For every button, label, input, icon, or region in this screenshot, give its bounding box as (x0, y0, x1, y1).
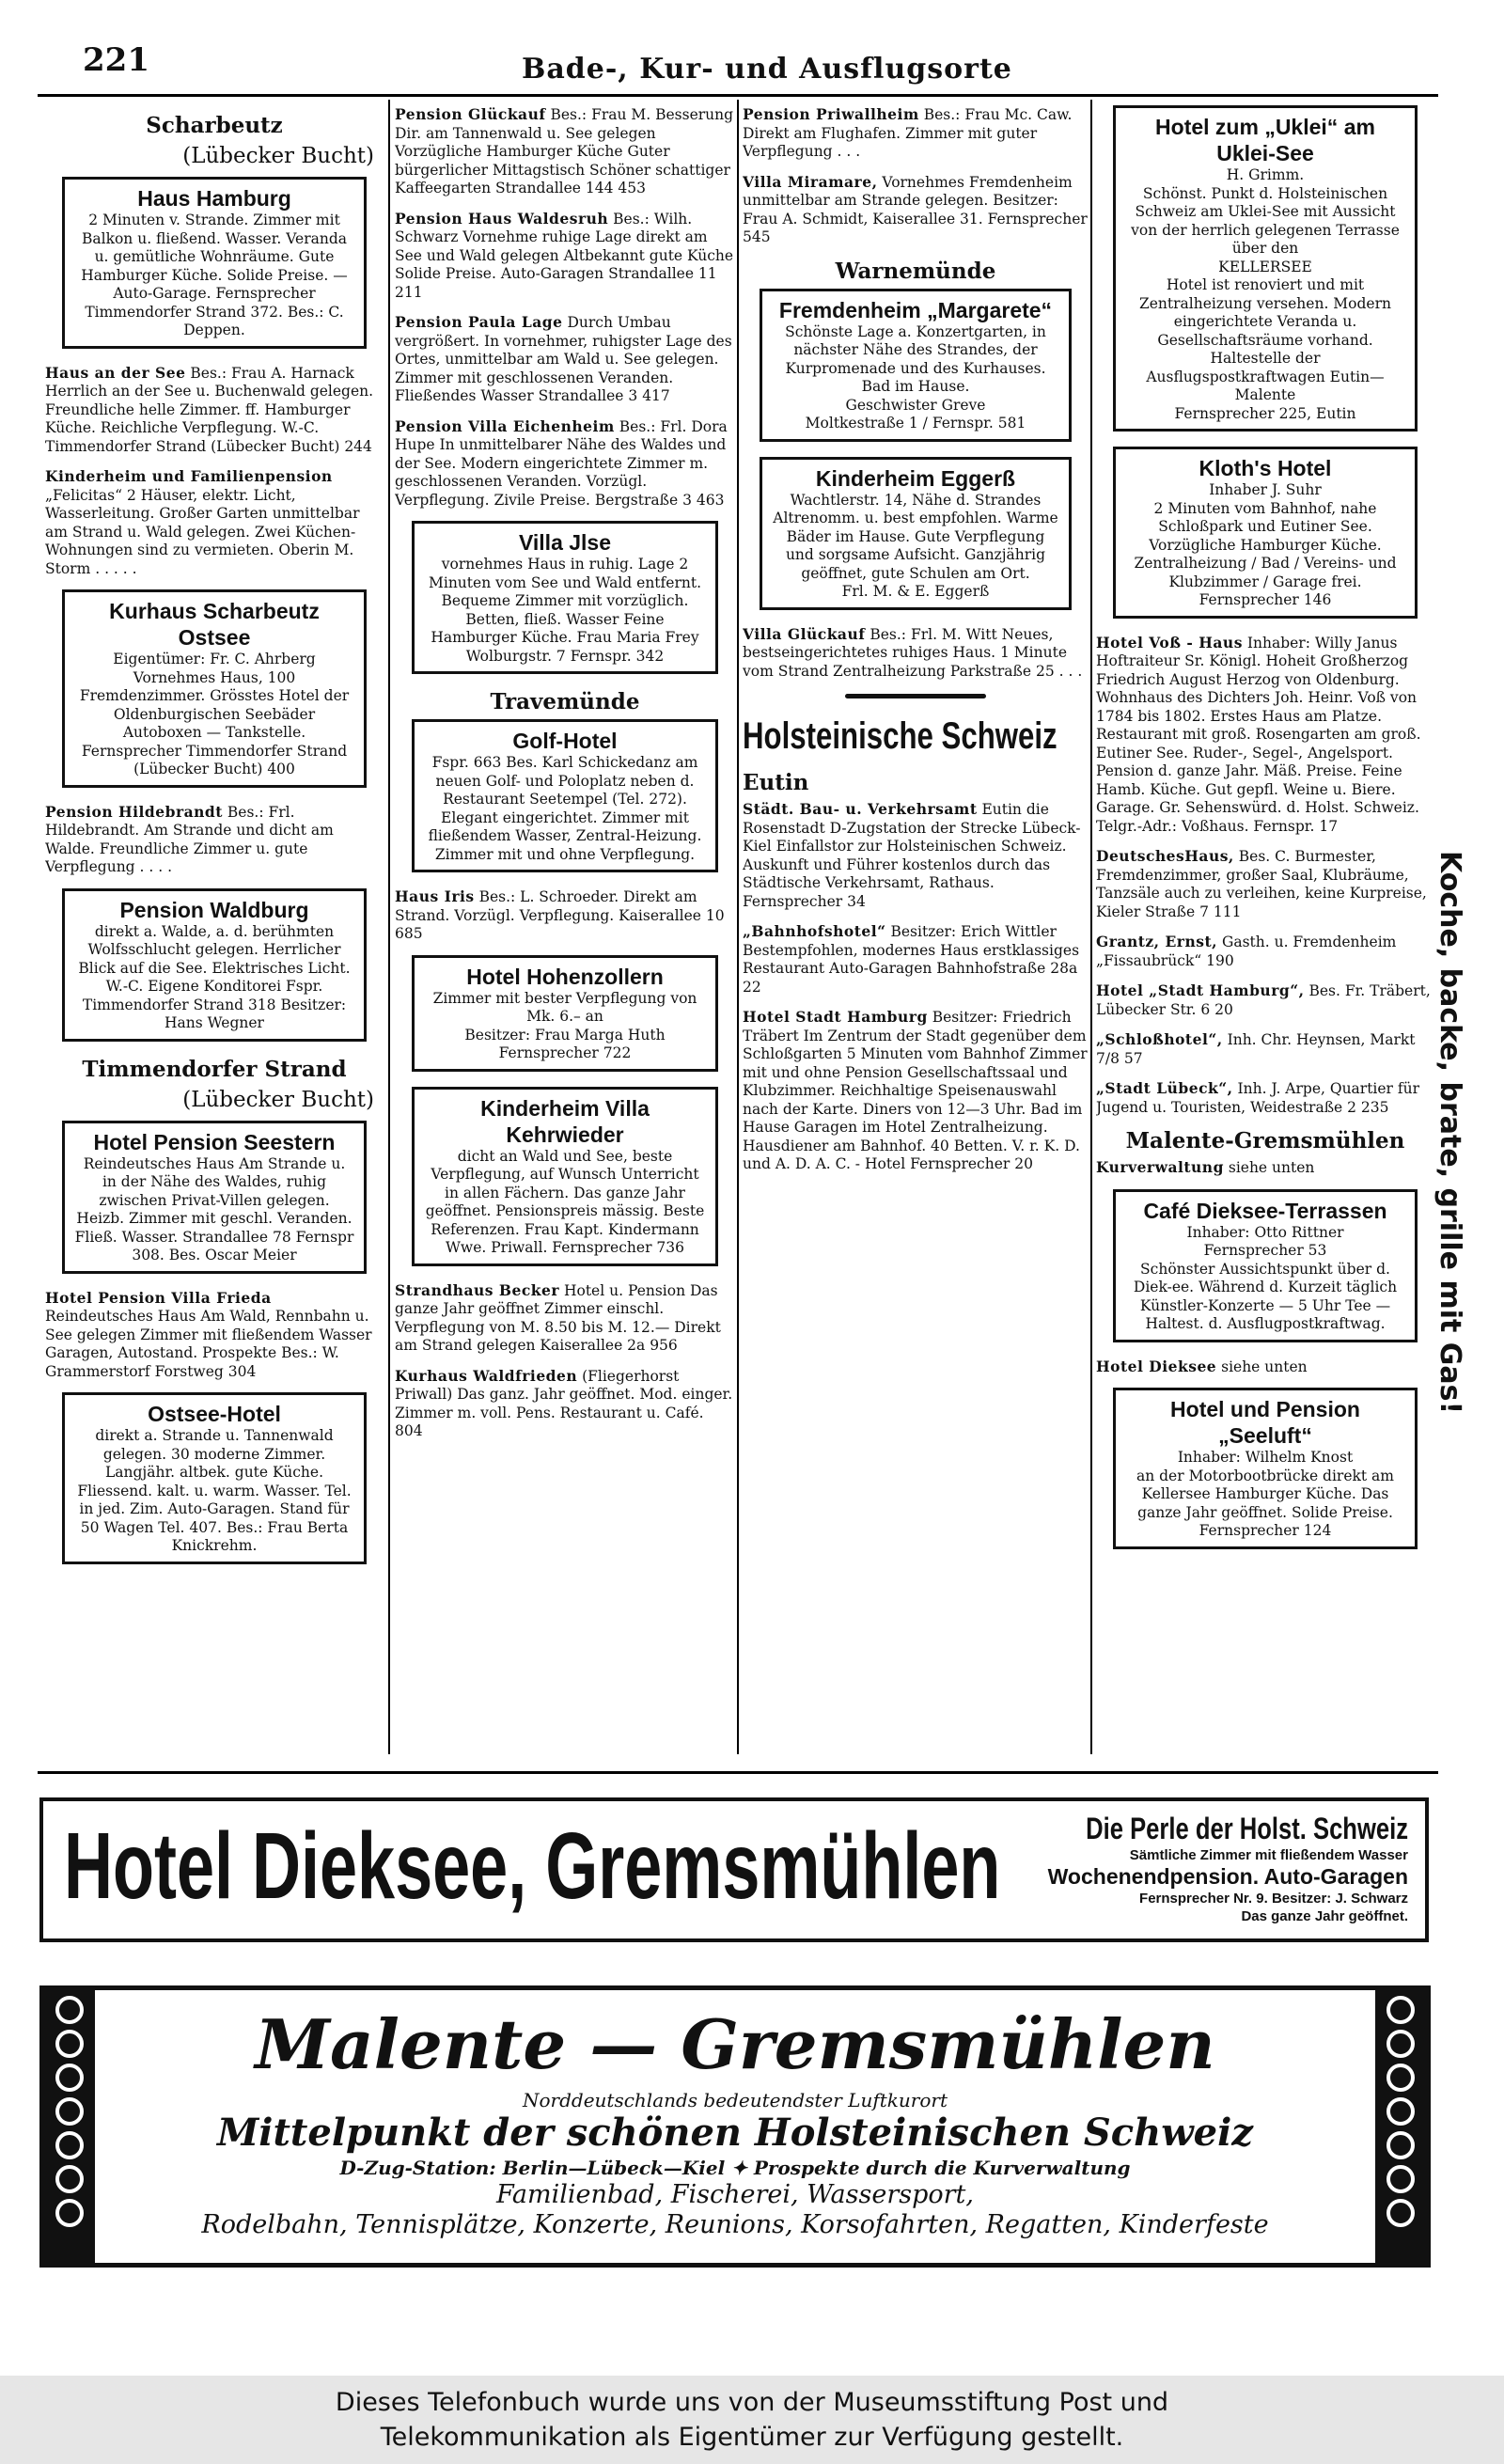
listing-line: Fernsprecher 722 (498, 1044, 632, 1061)
listing-line: 2 Minuten vom Bahnhof, nahe Schloßpark und Eutiner See. Vorzügliche Hamburger Küche. Zentralheizung / Bad / Vereins- und Klubzimmer / Garage frei. (1134, 499, 1397, 590)
malente-ad-title: Malente — Gremsmühlen (255, 2004, 1215, 2084)
listing-line: direkt a. Strande u. Tannenwald gelegen. 30 moderne Zimmer. Langjähr. altbek. gute Küche. Fliessend. kalt. u. warm. Wasser. Tel. in jed. Zim. Auto-Garagen. Stand für 50 Wagen Tel. 407. Bes.: Frau Berta Knickrehm. (77, 1427, 352, 1554)
listing-title: Villa Jlse (518, 530, 612, 555)
listing-line: Geschwister Greve (845, 396, 986, 414)
listing-body: Bes.: Frau A. Harnack Herrlich an der See u. Buchenwald gelegen. Freundliche helle Zimmer. ff. Hamburger Küche. Reichliche Verpflegung. W.-C. Timmendorfer Strand (Lübecker Bucht) 244 (45, 364, 374, 455)
listing-advertisement (412, 521, 718, 674)
listing-line: Besitzer: Frau Marga Huth (464, 1026, 666, 1044)
listing-title: Hotel „Stadt Hamburg“, (1096, 981, 1305, 999)
ornament-border-right (1375, 1990, 1426, 2263)
listing-body: Reindeutsches Haus Am Wald, Rennbahn u. See gelegen Zimmer mit fließendem Wasser Garagen, Autostand. Prospekte Bes.: W. Grammerstorf Forstweg 304 (45, 1308, 372, 1380)
listing-advertisement (1113, 1189, 1418, 1342)
section-separator (845, 694, 986, 698)
column-divider (737, 100, 739, 1754)
listing-title: „Schloßhotel“, (1096, 1030, 1223, 1048)
ornament-ring (55, 2064, 84, 2092)
listing-title: Hotel und Pension „Seeluft“ (1170, 1397, 1360, 1448)
listing-entry (1096, 981, 1434, 1019)
listing-line: Fernsprecher 146 (1198, 591, 1332, 608)
listing-entry (1096, 1158, 1434, 1178)
listing-body: Inhaber: Willy Janus Hoftraiteur Sr. Königl. Hoheit Großherzog Friedrich August Herzog von Oldenburg. Wohnhaus des Dichters Joh. Heinr. Voß von 1784 bis 1802. Erstes Haus am Platze. Restaurant mit groß. Rosengarten am groß. Eutiner See. Ruder-, Segel-, Angelsport. Pension d. ganze Jahr. Mäß. Preise. Feine Hamb. Küche. Gut gepfl. Weine u. Biere. Garage. Gr. Sehenswürd. d. Holst. Schweiz. Telgr.-Adr.: Voßhaus. Fernspr. 17 (1096, 634, 1421, 835)
listing-line: Fernsprecher 225, Eutin (1174, 404, 1356, 422)
listing-title: Kinderheim Villa Kehrwieder (480, 1095, 650, 1147)
listing-body: Hotel u. Pension Das ganze Jahr geöffnet Zimmer einschl. Verpflegung von M. 8.50 bis M. 12.— Direkt am Strand gelegen Kaiserallee 2a 956 (395, 1281, 721, 1354)
side-slogan (1434, 851, 1495, 1528)
ornament-ring (1386, 2030, 1415, 2058)
listing-body: siehe unten (1221, 1358, 1308, 1375)
listing-title: „Stadt Lübeck“, (1096, 1079, 1233, 1097)
malente-gremsmuehlen-advertisement (39, 1985, 1431, 2268)
listing-body: siehe unten (1228, 1159, 1315, 1176)
hotel-dieksee-details (966, 1811, 1408, 1925)
hotel-dieksee-line: Das ganze Jahr geöffnet. (1241, 1908, 1408, 1924)
ornament-border-left (44, 1990, 95, 2263)
listing-entry (45, 467, 384, 578)
listing-title: Villa Miramare, (743, 172, 878, 191)
ornament-ring (1386, 2131, 1415, 2159)
listing-line: H. Grimm. (1226, 166, 1305, 183)
listing-line: Zimmer mit bester Verpflegung von Mk. 6.– an (432, 989, 697, 1025)
malente-ad-activities: Familienbad, Fischerei, Wassersport, (496, 2180, 974, 2209)
listing-line: Schönste Lage a. Konzertgarten, in nächster Nähe des Strandes, der Kurpromenade und des Kurhauses. Bad im Hause. (785, 322, 1046, 395)
listing-title: Kinderheim Eggerß (815, 465, 1016, 491)
town-heading: Malente-Gremsmühlen (1125, 1128, 1405, 1154)
listing-line: vornehmes Haus in ruhig. Lage 2 Minuten vom See und Wald entfernt. Bequeme Zimmer mit vorzüglich. Betten, fließ. Wasser Feine Hamburger Küche. Frau Maria Frey Wolburgstr. 7 Fernspr. 342 (429, 556, 701, 665)
listing-title: Golf-Hotel (512, 729, 618, 753)
listing-body: Gasth. u. Fremdenheim „Fissaubrück“ 190 (1096, 934, 1397, 969)
listing-entry (395, 210, 735, 303)
listing-entry (1096, 634, 1434, 837)
town-region: (Lübecker Bucht) (182, 1087, 374, 1112)
listing-entry (1096, 1030, 1434, 1068)
listing-title: Pension Glückauf (395, 105, 546, 123)
listing-line: Fspr. 663 Bes. Karl Schickedanz am neuen Golf- und Poloplatz neben d. Restaurant Seetempel (Tel. 272). Elegant eingerichtet. Zimmer mit fließendem Wasser, Zentral-Heizung. Zimmer mit und ohne Verpflegung. (428, 754, 702, 863)
listing-advertisement (760, 289, 1072, 442)
listing-body: Bes.: Frl. M. Witt Neues, bestseingerichtetes ruhiges Haus. 1 Minute vom Strand Zentralheizung Parkstraße 25 . . . (743, 625, 1083, 680)
footer-line: Telekommunikation als Eigentümer zur Verfügung gestellt. (380, 2423, 1124, 2452)
listing-title: „Bahnhofshotel“ (743, 922, 886, 940)
listing-body: Bes.: Frl. Hildebrandt. Am Strande und dicht am Walde. Freundliche Zimmer u. gute Verpflegung . . . . (45, 803, 334, 875)
listing-title: Strandhaus Becker (395, 1280, 560, 1299)
hotel-dieksee-advertisement (39, 1797, 1429, 1942)
listing-title: Hotel Pension Seestern (93, 1129, 336, 1154)
listing-line: Frl. M. & E. Eggerß (841, 583, 990, 600)
hotel-dieksee-line: Wochenendpension. Auto-Garagen (1047, 1864, 1408, 1889)
ornament-ring (1386, 2064, 1415, 2092)
listing-body: Inh. J. Arpe, Quartier für Jugend u. Touristen, Weidestraße 2 235 (1096, 1080, 1420, 1116)
listing-title: Haus Iris (395, 887, 475, 905)
malente-ad-content (110, 1990, 1360, 2240)
listing-line: Inhaber J. Suhr (1209, 481, 1322, 498)
ornament-ring (55, 2199, 84, 2227)
ornament-ring (1386, 1996, 1415, 2024)
listing-entry (1096, 933, 1434, 970)
listing-line: Wachtlerstr. 14, Nähe d. Strandes Altrenomm. u. best empfohlen. Warme Bäder im Hause. Gute Verpflegung und sorgsame Aufsicht. Ganzjährig geöffnet, gute Schulen am Ort. (773, 491, 1058, 582)
listing-advertisement (1113, 447, 1418, 619)
listing-line: an der Motorbootbrücke direkt am Kellersee Hamburger Küche. Das ganze Jahr geöffnet. Solide Preise. (1136, 1467, 1394, 1521)
listing-advertisement (412, 955, 718, 1072)
listing-title: Kurhaus Waldfrieden (395, 1366, 578, 1385)
side-slogan-text: Koche, backe, brate, grille mit Gas! (1434, 851, 1466, 1415)
listing-title: Pension Priwallheim (743, 105, 919, 123)
listing-title: Grantz, Ernst, (1096, 933, 1218, 950)
ornament-ring (55, 1996, 84, 2024)
listing-line: Inhaber: Wilhelm Knost (1177, 1449, 1354, 1466)
listing-body: Bes.: Wilh. Schwarz Vornehme ruhige Lage direkt am See und Wald gelegen Altbekannt gute Küche Solide Preise. Auto-Garagen Strandallee 11 211 (395, 210, 734, 301)
column-divider (388, 100, 390, 1754)
listing-title: Kurhaus Scharbeutz Ostsee (109, 599, 320, 650)
listing-title: Kinderheim und Familienpension (45, 467, 333, 485)
ornament-ring (1386, 2097, 1415, 2126)
listing-entry (395, 887, 735, 944)
listing-entry (743, 800, 1089, 911)
listing-body: Bes.: Frau Mc. Caw. Direkt am Flughafen. Zimmer mit guter Verpflegung . . . (743, 106, 1073, 160)
listing-entry (45, 1289, 384, 1382)
listing-entry (395, 417, 735, 510)
malente-ad-tagline: Mittelpunkt der schönen Holsteinischen Schweiz (216, 2111, 1254, 2155)
listing-title: Haus Hamburg (137, 186, 291, 211)
town-region: (Lübecker Bucht) (182, 144, 374, 168)
malente-ad-activities: Rodelbahn, Tennisplätze, Konzerte, Reunions, Korsofahrten, Regatten, Kinderfeste (201, 2210, 1269, 2239)
malente-ad-train: D-Zug-Station: Berlin—Lübeck—Kiel ✦ Prospekte durch die Kurverwaltung (339, 2157, 1131, 2179)
listing-line: Inhaber: Otto Rittner (1186, 1223, 1344, 1241)
malente-ad-subtitle: Norddeutschlands bedeutendster Luftkurort (522, 2089, 948, 2111)
column-2 (395, 105, 735, 1768)
header-rule (38, 94, 1438, 97)
town-heading: Scharbeutz (146, 113, 283, 138)
listing-line: KELLERSEE (1218, 258, 1312, 275)
listing-body: Besitzer: Erich Wittler Bestempfohlen, modernes Haus erstklassiges Restaurant Auto-Garagen Bahnhofstraße 28a 22 (743, 923, 1080, 996)
listing-line: Haltest. d. Ausflugpostkraftwag. (1145, 1315, 1386, 1332)
town-heading: Eutin (743, 770, 809, 795)
ornament-ring (1386, 2199, 1415, 2227)
listing-line: direkt a. Walde, a. d. berühmten Wolfsschlucht gelegen. Herrlicher Blick auf die See. Elektrisches Licht. W.-C. Eigene Konditorei Fspr. Timmendorfer Strand 318 Besitzer: Hans Wegner (78, 922, 351, 1031)
column-4 (1096, 105, 1434, 1768)
page-title: Bade-, Kur- und Ausflugsorte (522, 53, 1012, 86)
listing-title: Pension Haus Waldesruh (395, 209, 609, 228)
listing-title: Hotel Dieksee (1096, 1357, 1217, 1375)
listing-entry (743, 922, 1089, 997)
listing-body: Bes. Fr. Träbert, Lübecker Str. 6 20 (1096, 982, 1431, 1018)
town-heading: Travemünde (490, 689, 640, 714)
listing-title: Hotel zum „Uklei“ am Uklei-See (1155, 115, 1375, 165)
listing-title: Café Dieksee-Terrassen (1143, 1198, 1387, 1223)
listing-body: „Felicitas“ 2 Häuser, elektr. Licht, Wasserleitung. Großer Garten unmittelbar am Strand u. Wald gelegen. Zwei Küchen-Wohnungen sind zu vermieten. Oberin M. Storm . . . . . (45, 486, 360, 577)
hotel-dieksee-line: Sämtliche Zimmer mit fließendem Wasser (1129, 1847, 1408, 1863)
listing-body: (Fliegerhorst Priwall) Das ganz. Jahr geöffnet. Mod. einger. Zimmer m. voll. Pens. Restaurant u. Café. 804 (395, 1367, 733, 1439)
listing-body: Bes.: Frau M. Besserung Dir. am Tannenwald u. See gelegen Vorzügliche Hamburger Küche Guter bürgerlicher Mittagstisch Schöner schattiger Kaffeegarten Strandallee 144 453 (395, 106, 734, 196)
listing-title: Hotel Hohenzollern (466, 964, 664, 989)
town-heading: Timmendorfer Strand (82, 1056, 347, 1082)
listing-title: Pension Villa Eichenheim (395, 416, 615, 435)
ornament-ring (1386, 2165, 1415, 2193)
listing-advertisement (62, 1121, 367, 1274)
listing-advertisement (62, 177, 367, 349)
listing-entry (743, 173, 1089, 247)
listing-title: Hotel Voß - Haus (1096, 633, 1243, 651)
listing-line: Eigentümer: Fr. C. Ahrberg Vornehmes Haus, 100 Fremdenzimmer. Grösstes Hotel der Oldenburgischen Seebäder Autoboxen — Tankstelle. Fernsprecher Timmendorfer Strand (Lübecker Bucht) 400 (79, 651, 350, 777)
listing-advertisement (62, 888, 367, 1042)
listing-entry (743, 625, 1089, 682)
listing-advertisement (412, 719, 718, 872)
listing-advertisement (62, 1392, 367, 1564)
column-3 (743, 105, 1089, 1768)
listing-entry (45, 364, 384, 457)
listing-entry (743, 1008, 1089, 1174)
listing-advertisement (1113, 1388, 1418, 1549)
listing-title: DeutschesHaus, (1096, 847, 1234, 865)
listing-title: Kloth's Hotel (1198, 456, 1332, 480)
listing-body: Bes.: Frl. Dora Hupe In unmittelbarer Nähe des Waldes und der See. Modern eingerichtete Zimmer m. geschlossenen Veranden. Vorzügl. Verpflegung. Zivile Preise. Bergstraße 3 463 (395, 417, 728, 509)
listing-body: Bes. C. Burmester, Fremdenzimmer, großer Saal, Klubräume, Tanzsäle auch zu verleihen, keine Kurpreise, Kieler Straße 7 111 (1096, 848, 1427, 920)
listing-body: Inh. Chr. Heynsen, Markt 7/8 57 (1096, 1031, 1416, 1067)
listing-advertisement (760, 457, 1072, 610)
hotel-dieksee-line: Fernsprecher Nr. 9. Besitzer: J. Schwarz (1139, 1891, 1408, 1907)
listing-line: dicht an Wald und See, beste Verpflegung, auf Wunsch Unterricht in allen Fächern. Das ganze Jahr geöffnet. Pensionspreis mässig. Beste Referenzen. Frau Kapt. Kindermann Wwe. Priwall. Fernsprecher 736 (425, 1147, 705, 1256)
hotel-dieksee-slogan: Die Perle der Holst. Schweiz (1086, 1812, 1408, 1845)
column-divider (1090, 100, 1092, 1754)
listing-entry (395, 313, 735, 406)
listing-advertisement (1113, 105, 1418, 432)
listing-title: Ostsee-Hotel (148, 1402, 281, 1426)
listing-advertisement (62, 589, 367, 788)
listing-body: Durch Umbau vergrößert. In vornehmer, ruhigster Lage des Ortes, unmittelbar am Wald u. See gelegen. Zimmer mit geschlossenen Veranden. Fließendes Wasser Strandallee 3 417 (395, 314, 732, 404)
listing-title: Haus an der See (45, 363, 186, 382)
listing-title: Städt. Bau- u. Verkehrsamt (743, 800, 978, 818)
listing-body: Vornehmes Fremdenheim unmittelbar am Strande gelegen. Besitzer: Frau A. Schmidt, Kaiserallee 31. Fernsprecher 545 (743, 173, 1088, 245)
listing-line: Hotel ist renoviert und mit Zentralheizung versehen. Modern eingerichtete Veranda u. Gesellschaftsräume vorhand. Haltestelle der Ausflugspostkraftwagen Eutin—Malente (1138, 276, 1391, 403)
column-1 (45, 105, 384, 1768)
footer-line: Dieses Telefonbuch wurde uns von der Museumsstiftung Post und (335, 2388, 1169, 2417)
listing-line: Fernsprecher 53 (1203, 1242, 1327, 1259)
listing-line: Moltkestraße 1 / Fernspr. 581 (805, 415, 1026, 432)
town-heading: Warnemünde (835, 258, 996, 284)
listing-title: Pension Hildebrandt (45, 802, 223, 821)
listing-title: Kurverwaltung (1096, 1158, 1224, 1176)
listing-line: Schönst. Punkt d. Holsteinischen Schweiz am Uklei-See mit Aussicht von der herrlich gelegenen Terrasse über den (1131, 184, 1400, 257)
listing-body: Bes.: L. Schroeder. Direkt am Strand. Vorzügl. Verpflegung. Kaiserallee 10 685 (395, 888, 725, 942)
listing-line: Fernsprecher 124 (1198, 1522, 1332, 1539)
ornament-ring (55, 2030, 84, 2058)
listing-line: Schönster Aussichtspunkt über d. Diek-ee. Während d. Kurzeit täglich Künstler-Konzerte — 5 Uhr Tee — (1133, 1260, 1398, 1314)
listing-line: Reindeutsches Haus Am Strande u. in der Nähe des Waldes, ruhig zwischen Privat-Villen gelegen. Heizb. Zimmer mit geschl. Veranden. Fließ. Wasser. Strandallee 78 Fernspr 308. Bes. Oscar Meier (74, 1154, 354, 1263)
ornament-ring (55, 2097, 84, 2126)
listing-title: Villa Glückauf (743, 624, 866, 643)
bottom-rule (38, 1771, 1438, 1774)
listing-line: 2 Minuten v. Strande. Zimmer mit Balkon u. fließend. Wasser. Veranda u. gemütliche Wohnräume. Gute Hamburger Küche. Solide Preise. — Auto-Garage. Fernsprecher Timmendorfer Strand 372. Bes.: C. Deppen. (81, 212, 348, 338)
ornament-ring (55, 2165, 84, 2193)
listing-entry (395, 105, 735, 198)
listing-body: Eutin die Rosenstadt D-Zugstation der Strecke Lübeck-Kiel Einfallstor zur Holsteinischen Schweiz. Auskunft und Führer kostenlos durch das Städtische Verkehrsamt, Rathaus. Fernsprecher 34 (743, 801, 1081, 910)
listing-body: Besitzer: Friedrich Träbert Im Zentrum der Stadt gegenüber dem Schloßgarten 5 Minuten vom Bahnhof Zimmer mit und ohne Pension Gesellschaftssaal und Klubzimmer. Reichhaltige Speisenauswahl nach der Karte. Diners von 12—3 Uhr. Bad im Hause Garagen im Hotel Zentralheizung. Hausdiener am Bahnhof. 40 Betten. V. r. K. D. und A. D. A. C. - Hotel Fernsprecher 20 (743, 1009, 1088, 1172)
listing-entry (395, 1281, 735, 1356)
hotel-dieksee-name: Hotel Dieksee, Gremsmühlen (64, 1813, 1001, 1919)
listing-title: Hotel Pension Villa Frieda (45, 1288, 272, 1307)
listing-advertisement (412, 1087, 718, 1266)
listing-entry (45, 803, 384, 877)
listing-entry (395, 1367, 735, 1441)
listing-entry (1096, 847, 1434, 921)
listing-title: Hotel Stadt Hamburg (743, 1008, 928, 1026)
ornament-ring (55, 2131, 84, 2159)
listing-entry (1096, 1079, 1434, 1117)
region-heading: Holsteinische Schweiz (743, 715, 1058, 757)
listing-title: Pension Waldburg (119, 897, 309, 922)
listing-title: Pension Paula Lage (395, 313, 563, 331)
listing-title: Fremdenheim „Margarete“ (778, 297, 1053, 322)
page-number: 221 (83, 41, 149, 79)
listing-entry (743, 105, 1089, 162)
footer-notice (0, 2376, 1504, 2464)
listing-entry (1096, 1358, 1434, 1377)
